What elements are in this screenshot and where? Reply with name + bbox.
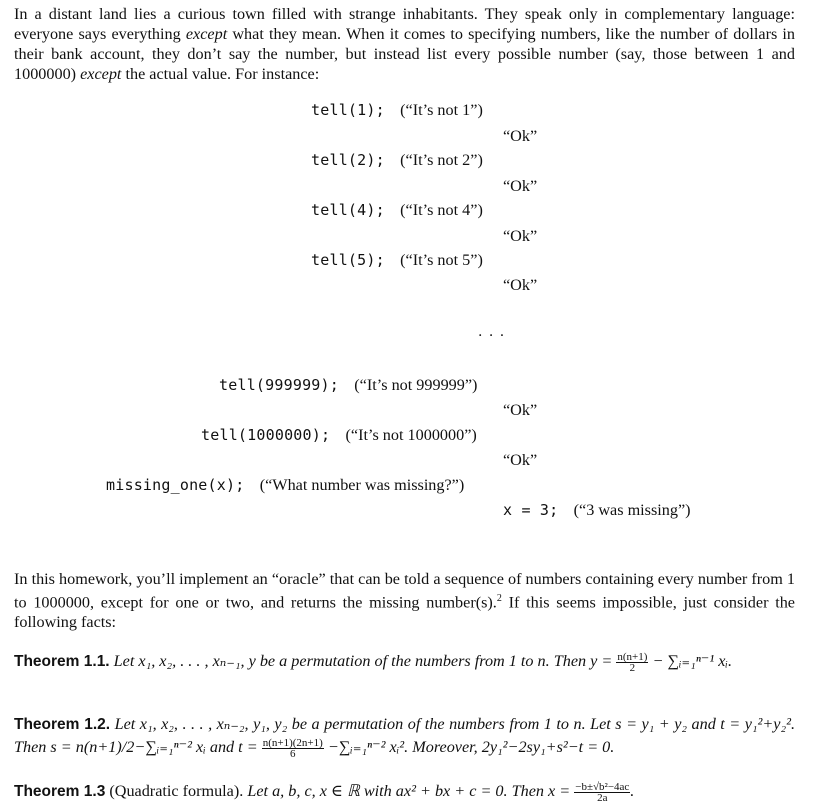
missing-row: missing_one(x); (“What number was missing?”) [106,476,465,494]
theorem-1-3: Theorem 1.3 (Quadratic formula). Let a, b, c, x ∈ ℝ with ax² + bx + c = 0. Then x = $\frac{\text{−b±√b²−4ac}}{2a}$ . [14,780,635,804]
fraction: $\frac{n(n+1)(2n+1)}{6}$ [262,736,323,760]
theorem-label: Theorem 1.3 [14,783,106,800]
intro-paragraph: In a distant land lies a curious town filled with strange inhabitants. They speak only in complementary language: everyone says everything except what they mean. When it comes to specifying numbers, like the number of dollars in their bank account, they don’t say the number, but instead list every possible number (say, those between 1 and 1000000) except the actual value. For instance: [14,5,796,83]
fraction: $\frac{n(n+1)}{2}$ [617,650,648,674]
ellipsis: · · · [478,328,506,344]
theorem-1-1: Theorem 1.1. Let x₁, x₂, . . . , xₙ₋₁, y be a permutation of the numbers from 1 to n. Then y = $\frac{n(n+1)}{2}$ − ∑ᵢ₌₁ⁿ⁻¹ xᵢ. [14,650,733,674]
theorem-label: Theorem 1.2. [14,716,111,733]
dialogue-row: tell(4); (“It’s not 4”) [311,201,483,219]
theorem-label: Theorem 1.1. [14,653,110,670]
dialogue-row: tell(5); (“It’s not 5”) [311,251,483,269]
footnote-marker[interactable]: 2 [496,593,502,604]
ok-reply: “Ok” [503,451,538,469]
dialogue-row: tell(2); (“It’s not 2”) [311,151,483,169]
dialogue-row: tell(999999); (“It’s not 999999”) [219,376,478,394]
missing-answer: x = 3; (“3 was missing”) [503,501,691,519]
ok-reply: “Ok” [503,127,538,145]
dialogue-row: tell(1000000); (“It’s not 1000000”) [201,426,477,444]
fraction: $\frac{\text{−b±√b²−4ac}}{2a}$ [575,780,630,804]
theorem-1-2: Theorem 1.2. Let x₁, x₂, . . . , xₙ₋₂, y₁, y₂ be a permutation of the numbers from 1 to n. Let s = y₁ + y₂ and t = y₁²+y₂². Then s = n(n+1)/2−∑ᵢ₌₁ⁿ⁻² xᵢ and t = $\frac{n(n+1)(2n+1)}{6}$ −∑ᵢ₌₁ⁿ⁻² xᵢ². Moreover, 2y₁²−2sy₁+s²−t = 0. [14,715,796,760]
homework-paragraph: In this homework, you’ll implement an “oracle” that can be told a sequence of numbers containing every number from 1 to 1000000, except for one or two, and returns the missing number(s).$^2$ If this seems impossible, just consider the following facts: [14,570,795,632]
ok-reply: “Ok” [503,401,538,419]
ok-reply: “Ok” [503,177,538,195]
dialogue-row: tell(1); (“It’s not 1”) [311,101,483,119]
ok-reply: “Ok” [503,227,538,245]
ok-reply: “Ok” [503,276,538,294]
